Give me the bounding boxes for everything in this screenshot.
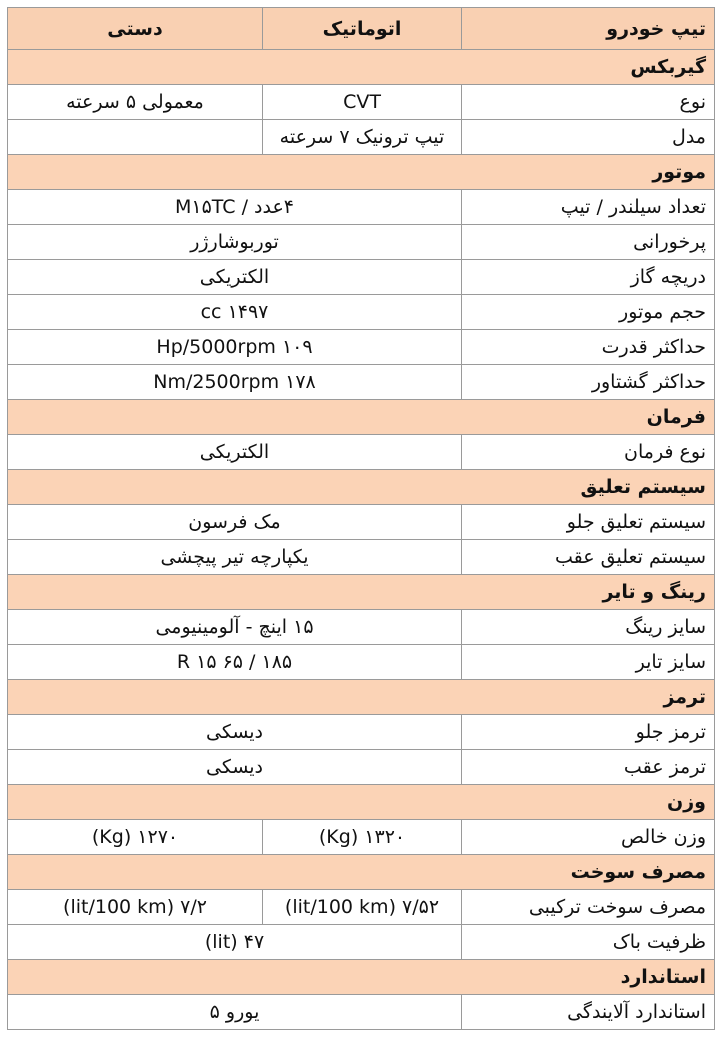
section-title: وزن (8, 785, 715, 820)
section-title: فرمان (8, 400, 715, 435)
section-title: مصرف سوخت (8, 855, 715, 890)
spec-row (8, 85, 715, 120)
spec-value: ۱۵ اینچ - آلومینیومی (8, 610, 462, 645)
spec-row (8, 645, 715, 680)
spec-label: مصرف سوخت ترکیبی (462, 890, 715, 925)
spec-row (8, 225, 715, 260)
spec-value-manual (8, 120, 263, 155)
section-row (8, 855, 715, 890)
section-row (8, 155, 715, 190)
spec-row (8, 330, 715, 365)
spec-label: حجم موتور (462, 295, 715, 330)
spec-label: سایز رینگ (462, 610, 715, 645)
spec-value: یکپارچه تیر پیچشی (8, 540, 462, 575)
spec-row (8, 120, 715, 155)
spec-value-manual: معمولی ۵ سرعته (8, 85, 263, 120)
spec-row (8, 365, 715, 400)
spec-value: الکتریکی (8, 435, 462, 470)
section-row (8, 575, 715, 610)
spec-value: ۱۷۸ Nm/2500rpm (8, 365, 462, 400)
spec-label: استاندارد آلایندگی (462, 995, 715, 1030)
spec-row (8, 540, 715, 575)
spec-row (8, 190, 715, 225)
spec-value-automatic: ۱۳۲۰ (Kg) (263, 820, 462, 855)
spec-value: الکتریکی (8, 260, 462, 295)
section-title: موتور (8, 155, 715, 190)
spec-value-manual: ۱۲۷۰ (Kg) (8, 820, 263, 855)
spec-label: دریچه گاز (462, 260, 715, 295)
spec-value: ۱۰۹ Hp/5000rpm (8, 330, 462, 365)
spec-value: ۴۷ (lit) (8, 925, 462, 960)
spec-label: پرخورانی (462, 225, 715, 260)
section-title: استاندارد (8, 960, 715, 995)
spec-label: حداکثر گشتاور (462, 365, 715, 400)
spec-row (8, 890, 715, 925)
spec-label: ظرفیت باک (462, 925, 715, 960)
section-title: ترمز (8, 680, 715, 715)
section-row (8, 960, 715, 995)
spec-value: دیسکی (8, 715, 462, 750)
spec-value: یورو ۵ (8, 995, 462, 1030)
spec-row (8, 925, 715, 960)
section-row (8, 470, 715, 505)
spec-label: نوع فرمان (462, 435, 715, 470)
spec-row (8, 505, 715, 540)
header-automatic: اتوماتیک (263, 8, 462, 50)
spec-value: ۱۴۹۷ cc (8, 295, 462, 330)
spec-row (8, 715, 715, 750)
header-row (8, 8, 715, 50)
spec-row (8, 820, 715, 855)
spec-value: توربوشارژر (8, 225, 462, 260)
spec-label: سیستم تعلیق عقب (462, 540, 715, 575)
spec-value: دیسکی (8, 750, 462, 785)
spec-label: تعداد سیلندر / تیپ (462, 190, 715, 225)
spec-value-automatic: ۷/۵۲ (lit/100 km) (263, 890, 462, 925)
section-title: سیستم تعلیق (8, 470, 715, 505)
spec-row (8, 610, 715, 645)
header-car-type: تیپ خودرو (462, 8, 715, 50)
spec-label: وزن خالص (462, 820, 715, 855)
section-row (8, 50, 715, 85)
spec-label: مدل (462, 120, 715, 155)
section-title: گیربکس (8, 50, 715, 85)
section-row (8, 400, 715, 435)
header-manual: دستی (8, 8, 263, 50)
spec-row (8, 750, 715, 785)
spec-row (8, 260, 715, 295)
spec-row (8, 995, 715, 1030)
spec-value: ۱۸۵ / ۶۵ R ۱۵ (8, 645, 462, 680)
spec-label: ترمز جلو (462, 715, 715, 750)
spec-table (7, 7, 715, 1030)
spec-label: سایز تایر (462, 645, 715, 680)
spec-value: ۴عدد / M۱۵TC (8, 190, 462, 225)
spec-value-automatic: تیپ ترونیک ۷ سرعته (263, 120, 462, 155)
spec-label: نوع (462, 85, 715, 120)
spec-row (8, 435, 715, 470)
section-title: رینگ و تایر (8, 575, 715, 610)
spec-value-automatic: CVT (263, 85, 462, 120)
spec-row (8, 295, 715, 330)
section-row (8, 680, 715, 715)
spec-value: مک فرسون (8, 505, 462, 540)
spec-label: حداکثر قدرت (462, 330, 715, 365)
spec-label: ترمز عقب (462, 750, 715, 785)
section-row (8, 785, 715, 820)
spec-label: سیستم تعلیق جلو (462, 505, 715, 540)
spec-body (8, 50, 715, 1030)
spec-value-manual: ۷/۲ (lit/100 km) (8, 890, 263, 925)
